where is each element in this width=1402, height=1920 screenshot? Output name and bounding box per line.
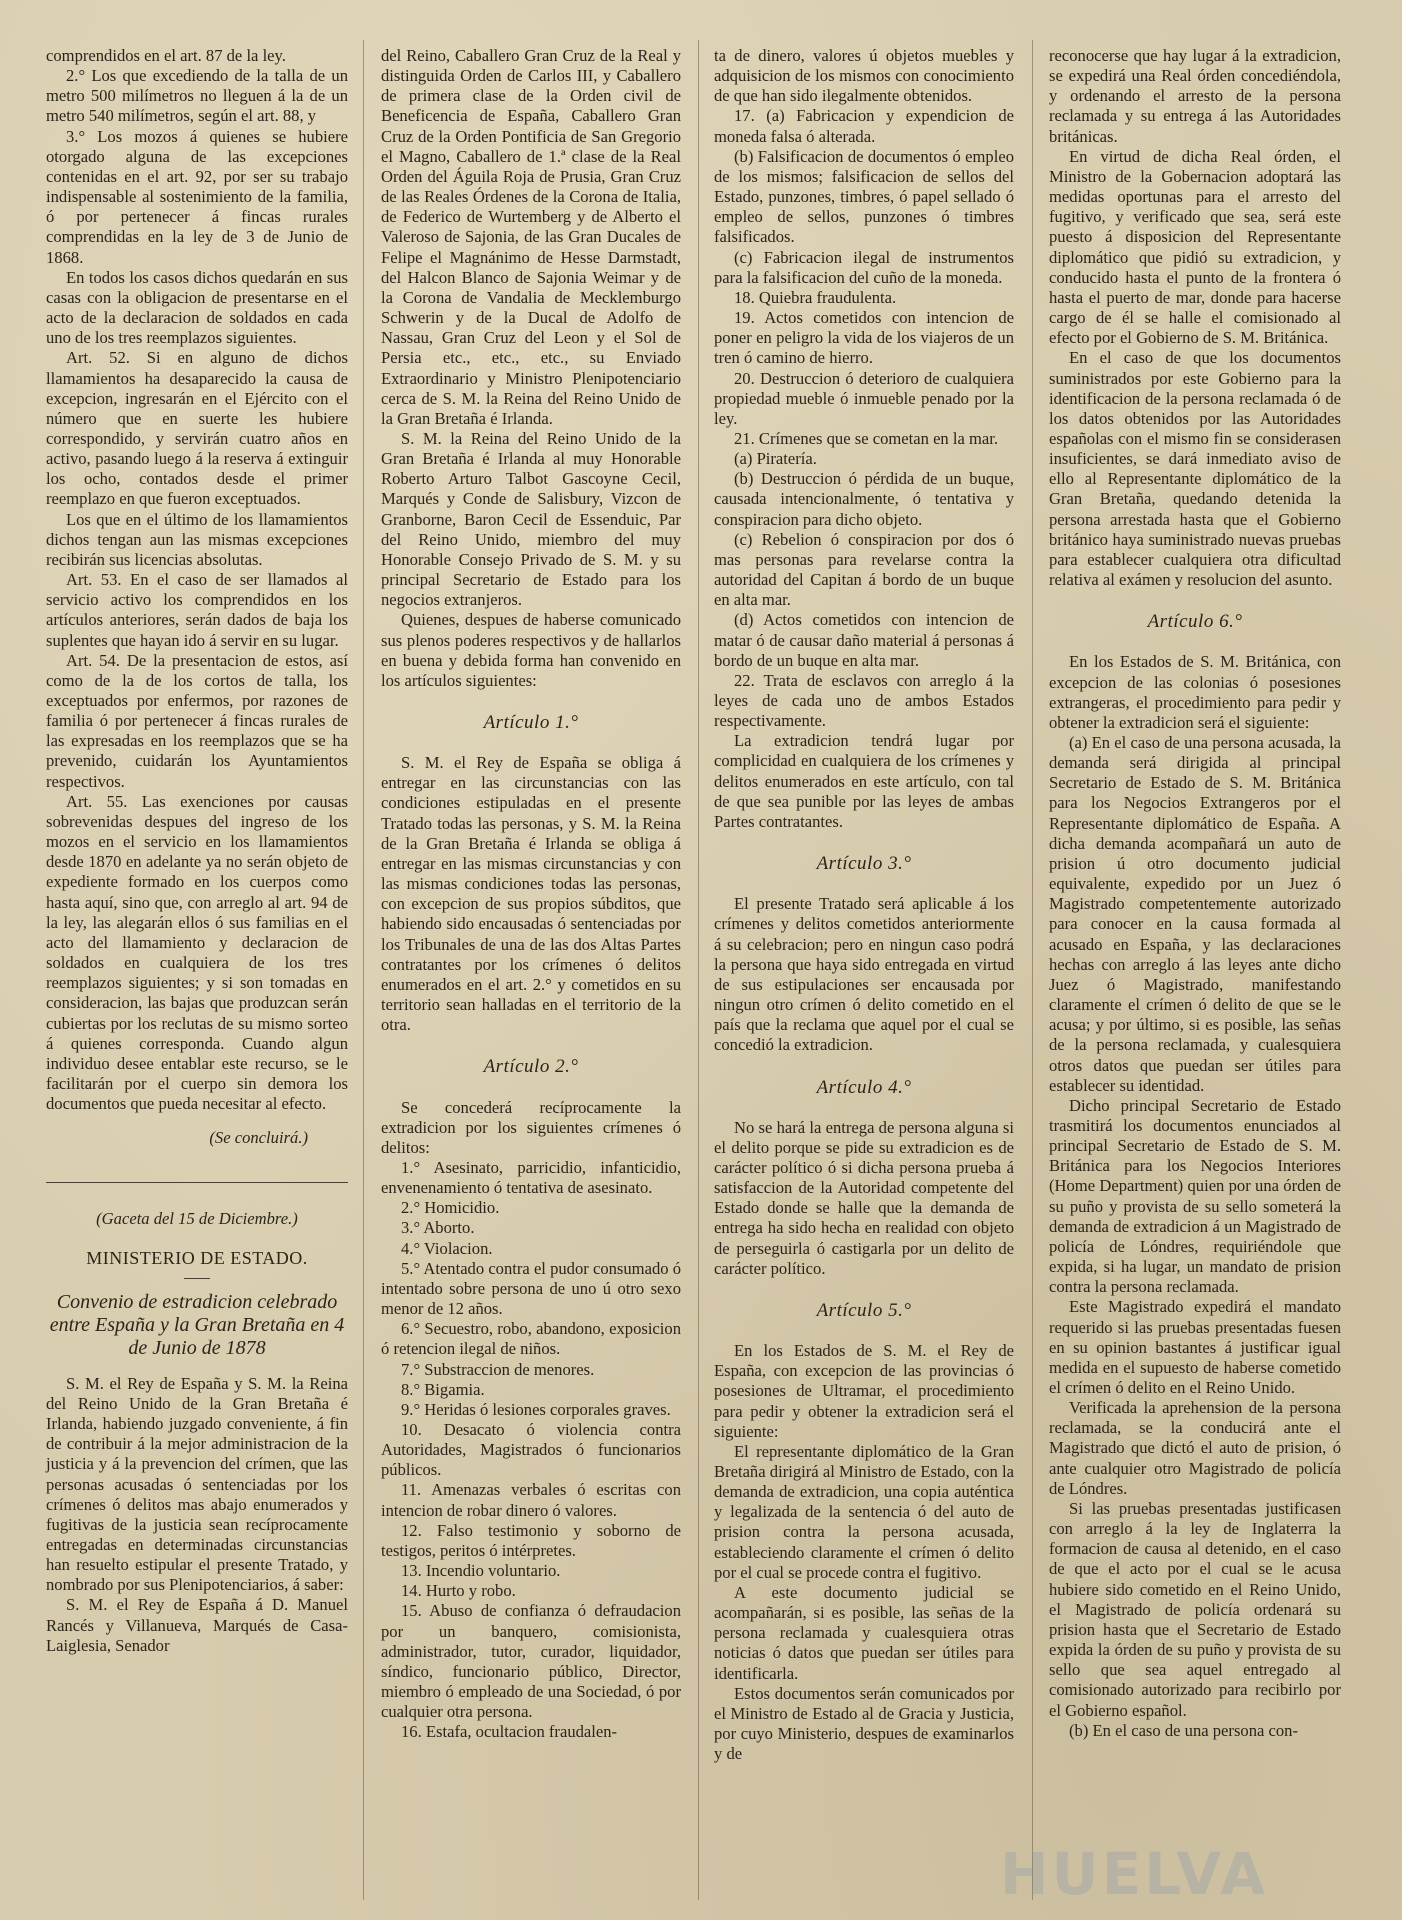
section-heading: MINISTERIO DE ESTADO.: [86, 1247, 308, 1268]
paragraph: (b) Destruccion ó pérdida de un buque, causada intencionalmente, ó tentativa y conspiracion para dicho objeto.: [714, 469, 1014, 529]
divider: [46, 1182, 348, 1183]
paragraph: La extradicion tendrá lugar por complicidad en cualquiera de los crímenes y delitos enumerados en este artículo, con tal de que sea punible por las leyes de ambas Partes contratantes.: [714, 731, 1014, 831]
paragraph: Si las pruebas presentadas justificasen con arreglo á la ley de Inglaterra la formacion de causa al detenido, en el caso de que el acto por el cual se le acusa hubiere sido cometido en el Reino Unido, el Magistrado de policía ordenará su prision hasta que el Secretario de Estado expida la órden de su puño y provista de su sello que sea aquel entregado al comisionado autorizado para recibirlo por el Gobierno español.: [1049, 1498, 1341, 1720]
paragraph: En todos los casos dichos quedarán en sus casas con la obligacion de presentarse en el acto de la declaracion de soldados en cada uno de los tres reemplazos siguientes.: [46, 267, 348, 348]
paragraph: (d) Actos cometidos con intencion de matar ó de causar daño material á personas á bordo de un buque en alta mar.: [714, 610, 1014, 670]
paragraph: (a) Piratería.: [734, 449, 817, 469]
paragraph: 2.° Homicidio.: [401, 1198, 500, 1218]
paragraph: (b) En el caso de una persona con-: [1069, 1720, 1298, 1740]
paragraph: 5.° Atentado contra el pudor consumado ó intentado sobre persona de uno ú otro sexo menor de 12 años.: [381, 1258, 681, 1319]
paragraph: 17. (a) Fabricacion y expendicion de moneda falsa ó alterada.: [714, 106, 1014, 146]
paragraph: 22. Trata de esclavos con arreglo á la leyes de cada uno de ambos Estados respectivamente.: [714, 670, 1014, 731]
paragraph: Art. 52. Si en alguno de dichos llamamientos ha desaparecido la causa de excepcion, ingresarán en el Ejército con el número que en suerte les hubiere correspondido, y servirán cuatro años en activo, pasando luego á la reserva á extinguir los ocho, contados desde el primer reemplazo en que fueron exceptuados.: [46, 348, 348, 509]
article-heading: Artículo 5.°: [816, 1299, 912, 1321]
paragraph: (c) Rebelion ó conspiracion por dos ó mas personas para revelarse contra la autoridad del Capitan á bordo de un buque en alta mar.: [714, 529, 1014, 610]
paragraph: 18. Quiebra fraudulenta.: [734, 287, 897, 307]
paragraph: El presente Tratado será aplicable á los crímenes y delitos cometidos anteriormente á su celebracion; pero en ningun caso podrá la persona que haya sido entregada en virtud de sus estipulaciones ser encausada por ningun otro crímen ó delito cometido en el país que la reclama que aquel por el cual se concedió la extradicion.: [714, 894, 1014, 1055]
paragraph: Dicho principal Secretario de Estado trasmitirá los documentos enunciados al principal Secretario de Estado de S. M. Británica para los Negocios Interiores (Home Department) quien por una órden de su puño y provista de su sello someterá la demanda de extradicion á un Magistrado de policía de Lóndres, requiriéndole que expida, si ha lugar, un mandato de prision contra la persona reclamada.: [1049, 1095, 1341, 1297]
article-heading: Artículo 3.°: [816, 853, 912, 875]
column-divider: [698, 40, 699, 1900]
paragraph: Se concederá recíprocamente la extradicion por los siguientes crímenes ó delitos:: [381, 1097, 681, 1157]
paragraph: Art. 54. De la presentacion de estos, así como de la de los cortos de talla, los exceptuados por enfermos, por razones de familia ó por pertenecer á fincas rurales de las expresadas en los reemplazos que se ha prevenido, cuidarán los Ayuntamientos respectivos.: [46, 650, 348, 791]
paragraph: Art. 53. En el caso de ser llamados al servicio activo los comprendidos en los artículos anteriores, serán dados de baja los suplentes que hayan ido á servir en su lugar.: [46, 570, 348, 650]
paragraph: Este Magistrado expedirá el mandato requerido si las pruebas presentadas fuesen en su opinion bastantes á justificar igual medida en el supuesto de haberse cometido el crímen ó delito en el Reino Unido.: [1049, 1297, 1341, 1397]
article-heading: Artículo 4.°: [816, 1076, 912, 1098]
paragraph: S. M. el Rey de España á D. Manuel Rancés y Villanueva, Marqués de Casa-Laiglesia, Senador: [46, 1595, 348, 1655]
paragraph: 11. Amenazas verbales ó escritas con intencion de robar dinero ó valores.: [381, 1480, 681, 1520]
paragraph: 6.° Secuestro, robo, abandono, exposicion ó retencion ilegal de niños.: [381, 1319, 681, 1359]
paragraph: El representante diplomático de la Gran Bretaña dirigirá al Ministro de Estado, con la demanda de extradicion, una copia auténtica y legalizada de la sentencia ó del auto de prision contra la persona acusada, estableciendo claramente el crímen ó delito por el cual se procede contra el fugitivo.: [714, 1441, 1014, 1582]
paragraph: 4.° Violacion.: [401, 1238, 493, 1258]
column-divider: [363, 40, 364, 1900]
paragraph: (b) Falsificacion de documentos ó empleo de los mismos; falsificacion de sellos del Estado, punzones, timbres, ó papel sellado ó empleo de sellos, punzones ó timbres falsificados.: [714, 146, 1014, 247]
continuation-note: (Se concluirá.): [209, 1128, 308, 1148]
paragraph: 1.° Asesinato, parricidio, infanticidio, envenenamiento ó tentativa de asesinato.: [381, 1157, 681, 1198]
article-heading: Artículo 2.°: [483, 1056, 579, 1078]
paragraph: 8.° Bigamia.: [401, 1379, 485, 1399]
paragraph: Art. 55. Las exenciones por causas sobrevenidas despues del ingreso de los mozos en el servicio en los llamamientos desde 1870 en adelante ya no serán objeto de expediente formado en los cuerpos como hasta aquí, sino que, con arreglo al art. 94 de la ley, las alegarán ellos ó sus familias en el acto del llamamiento y declaracion de soldados en cualquiera de los tres reemplazos siguientes; y si son tomadas en consideracion, las bajas que produzcan serán cubiertas por los reclutas de su mismo sorteo á quienes corresponda. Cuando algun individuo desee entablar este recurso, se le facilitarán por el cuerpo sin demora los documentos que pueda necesitar al efecto.: [46, 791, 348, 1114]
paragraph: 9.° Heridas ó lesiones corporales graves.: [401, 1399, 671, 1419]
paragraph: S. M. el Rey de España se obliga á entregar en las circunstancias con las condiciones estipuladas en el presente Tratado todas las personas, y S. M. la Reina de la Gran Bretaña é Irlanda se obliga á entregar en las mismas circunstancias y con las mismas condiciones todas las personas, con excepcion de sus propios súbditos, que habiendo sido encausadas ó sentenciadas por los Tribunales de una de las dos Altas Partes contratantes por los crímenes ó delitos enumerados en el art. 2.° y cometidos en su territorio sean halladas en el territorio de la otra.: [381, 753, 681, 1035]
paragraph: 21. Crímenes que se cometan en la mar.: [734, 428, 999, 448]
paragraph: 2.° Los que excediendo de la talla de un metro 500 milímetros no lleguen á la de un metro 540 milímetros, según el art. 88, y: [46, 66, 348, 126]
paragraph: comprendidos en el art. 87 de la ley.: [46, 46, 286, 65]
column-3: [714, 46, 1014, 1764]
paragraph: 3.° Aborto.: [401, 1218, 475, 1238]
divider: [184, 1278, 210, 1279]
paragraph: 3.° Los mozos á quienes se hubiere otorgado alguna de las excepciones contenidas en el art. 92, por ser su trabajo indispensable al sostenimiento de la familia, ó por pertenecer á fincas rurales comprendidas en la ley de 3 de Junio de 1868.: [46, 126, 348, 267]
paragraph: (a) En el caso de una persona acusada, la demanda será dirigida al principal Secretario de Estado de S. M. Británica para los Negocios Extrangeros por el Representante diplomático de España. A dicha demanda acompañará un auto de prision ú otro documento judicial equivalente, expedido por un Juez ó Magistrado competentemente autorizado para conocer en la causa formada al acusado en España, y las declaraciones hechas con arreglo á las leyes ante dicho Juez ó Magistrado, manifestando claramente el crímen ó delito de que se le acusa; y por último, si es posible, las señas de la persona reclamada, y cualesquiera otros datos que puedan ser útiles para establecer su identidad.: [1049, 733, 1341, 1095]
paragraph: 16. Estafa, ocultacion fraudalen-: [401, 1722, 618, 1742]
paragraph: 13. Incendio voluntario.: [401, 1561, 561, 1581]
paragraph: 19. Actos cometidos con intencion de poner en peligro la vida de los viajeros de un tren ó camino de hierro.: [714, 308, 1014, 368]
column-1: [46, 46, 348, 1656]
paragraph: Verificada la aprehension de la persona reclamada, se la conducirá ante el Magistrado que dictó el auto de prision, ó ante cualquier otro Magistrado de policía de Lóndres.: [1049, 1398, 1341, 1498]
paragraph: (c) Fabricacion ilegal de instrumentos para la falsificacion del cuño de la moneda.: [714, 247, 1014, 287]
column-divider: [1032, 40, 1033, 1900]
paragraph: En los Estados de S. M. el Rey de España, con excepcion de las provincias ó posesiones de Ultramar, el procedimiento para pedir y obtener la extradicion será el siguiente:: [714, 1341, 1014, 1441]
paragraph: 12. Falso testimonio y soborno de testigos, peritos ó intérpretes.: [381, 1520, 681, 1560]
paragraph: 15. Abuso de confianza ó defraudacion por un banquero, comisionista, administrador, tutor, curador, liquidador, síndico, funcionario público, Director, miembro ó empleado de una Sociedad, ó por cualquier otra persona.: [381, 1601, 681, 1722]
paragraph: ta de dinero, valores ú objetos muebles y adquisicion de los mismos con conocimiento de que han sido ilegalmente obtenidos.: [714, 46, 1014, 106]
paragraph: A este documento judicial se acompañarán, si es posible, las señas de la persona reclamada y cualesquiera otras noticias ó datos que puedan ser útiles para identificarla.: [714, 1582, 1014, 1683]
paragraph: Quienes, despues de haberse comunicado sus plenos poderes respectivos y de hallarlos en buena y debida forma han convenido en los artículos siguientes:: [381, 610, 681, 690]
column-4: [1049, 46, 1341, 1741]
paragraph: 14. Hurto y robo.: [401, 1581, 516, 1601]
column-2: [381, 46, 681, 1743]
paragraph: 10. Desacato ó violencia contra Autoridades, Magistrados ó funcionarios públicos.: [381, 1420, 681, 1480]
treaty-title: Convenio de estradicion celebrado entre España y la Gran Bretaña en 4 de Junio de 1878: [49, 1290, 345, 1359]
paragraph: No se hará la entrega de persona alguna si el delito porque se pide su extradicion es de carácter político ó si dicha persona prueba á satisfaccion de la Autoridad competente del Estado donde se halle que la demanda de entrega ha sido hecha en realidad con objeto de perseguirla ó castigarla por un delito de carácter político.: [714, 1117, 1014, 1278]
paragraph: reconocerse que hay lugar á la extradicion, se expedirá una Real órden concediéndola, y ordenando el arresto de la persona reclamada y su entrega á las Autoridades británicas.: [1049, 46, 1341, 146]
paragraph: 20. Destruccion ó deterioro de cualquiera propiedad mueble ó inmueble penado por la ley.: [714, 368, 1014, 428]
paragraph: S. M. la Reina del Reino Unido de la Gran Bretaña é Irlanda al muy Honorable Roberto Arturo Talbot Gascoyne Cecil, Marqués y Conde de Salisbury, Vizcon de Granborne, Baron Cecil de Essenduic, Par del Reino Unido, miembro del muy Honorable Consejo Privado de S. M. y su principal Secretario de Estado para los negocios extranjeros.: [381, 428, 681, 610]
archive-watermark-logo: HUELVA: [1000, 1840, 1269, 1908]
paragraph: Los que en el último de los llamamientos dichos tengan aun las mismas excepciones recibirán sus licencias absolutas.: [46, 509, 348, 569]
paragraph: En virtud de dicha Real órden, el Ministro de la Gobernacion adoptará las medidas oportunas para el arresto del fugitivo, y verificado que sea, será este puesto á disposicion del Representante diplomático que pidió su extradicion, y conducido hasta el punto de la frontera ó hasta el puerto de mar, donde para hacerse cargo de él se halle el comisionado al efecto por el Gobierno de S. M. Británica.: [1049, 146, 1341, 348]
article-heading: Artículo 6.°: [1147, 611, 1243, 633]
paragraph: del Reino, Caballero Gran Cruz de la Real y distinguida Orden de Carlos III, y Caballero de primera clase de la Orden civil de Beneficencia de España, Caballero Gran Cruz de la Orden Pontificia de San Gregorio el Magno, Caballero de 1.ª clase de la Real Orden del Águila Roja de Prusia, Gran Cruz de las Reales Órdenes de la Corona de Italia, de Federico de Wurtemberg y de Alberto el Valeroso de Sajonia, de las Gran Ducales de Felipe el Magnánimo de Hesse Darmstadt, del Halcon Blanco de Sajonia Weimar y de la Corona de Vandalia de Mecklemburgo Schwerin y de la Ducal de Adolfo de Nassau, Gran Cruz del Leon y el Sol de Persia etc., etc., etc., su Enviado Extraordinario y Ministro Plenipotenciario cerca de S. M. la Reina del Reino Unido de la Gran Bretaña é Irlanda.: [381, 46, 681, 428]
paragraph: En el caso de que los documentos suministrados por este Gobierno para la identificacion de la persona reclamada ó de los datos obtenidos por las Autoridades españolas con el mismo fin se considerasen insuficientes, se dará inmediato aviso de ello al Representante diplomático de la Gran Bretaña, quedando detenida la persona arrestada hasta que el Gobierno británico haya suministrado nuevas pruebas para establecer cualquiera otra dificultad relativa al exámen y resolucion del asunto.: [1049, 348, 1341, 590]
article-heading: Artículo 1.°: [483, 712, 579, 733]
paragraph: En los Estados de S. M. Británica, con excepcion de las colonias ó posesiones extrangeras, el procedimiento para pedir y obtener la extradicion será el siguiente:: [1049, 652, 1341, 732]
paragraph: 7.° Substraccion de menores.: [401, 1359, 595, 1379]
gazette-reference: (Gaceta del 15 de Diciembre.): [96, 1209, 298, 1229]
paragraph: Estos documentos serán comunicados por el Ministro de Estado al de Gracia y Justicia, por cuyo Ministerio, despues de examinarlos y de: [714, 1683, 1014, 1764]
paragraph: S. M. el Rey de España y S. M. la Reina del Reino Unido de la Gran Bretaña é Irlanda, habiendo juzgado conveniente, á fin de contribuir á la mejor administracion de la justicia y á la prevencion del crímen, que las personas acusadas ó sentenciadas por los crímenes ó delitos mas abajo enumerados y fugitivas de la justicia sean recíprocamente entregadas en determinadas circunstancias han resuelto estipular el presente Tratado, y nombrado por sus Plenipotenciarios, á saber:: [46, 1373, 348, 1595]
